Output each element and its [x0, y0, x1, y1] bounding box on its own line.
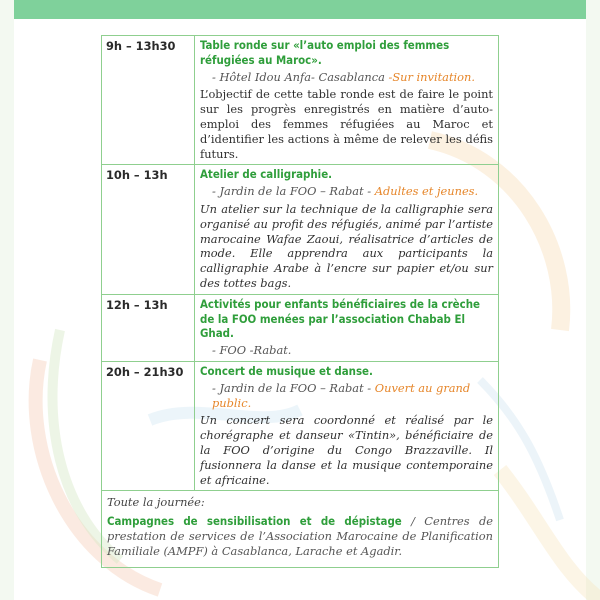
event-details [195, 36, 499, 165]
event-location: - FOO -Rabat. [212, 343, 292, 358]
event-audience-note: Ouvert au grand public. [212, 380, 471, 410]
all-day-cell [102, 491, 499, 567]
table-row [102, 361, 499, 490]
all-day-description: / Centres de prestation de services de l’Association Marocaine de Planification Familiale (AMPF) à Casablanca, Larache et Agadir. [107, 514, 493, 558]
event-location: - Jardin de la FOO – Rabat - [212, 380, 375, 395]
event-title: Concert de musique et danse. [200, 363, 373, 378]
all-day-text [107, 514, 493, 558]
event-details [195, 361, 499, 490]
event-audience-note: Adultes et jeunes. [374, 184, 479, 199]
header-color-band [14, 0, 586, 19]
event-details [195, 165, 499, 294]
event-location: - Jardin de la FOO – Rabat - [212, 184, 375, 199]
table-row [102, 165, 499, 294]
program-table [101, 35, 499, 568]
right-margin-strip [586, 0, 600, 600]
event-location-line [200, 343, 493, 358]
table-row [102, 36, 499, 165]
table-row [102, 294, 499, 361]
event-location: - Hôtel Idou Anfa- Casablanca [212, 69, 389, 84]
event-details [195, 294, 499, 361]
event-description: Un concert sera coordonné et réalisé par le chorégraphe et danseur «Tintin», bénéficiaire de la FOO d’origine du Congo Brazzaville. Il fusionnera la danse et la musique contemporaine et africaine. [200, 413, 493, 487]
left-margin-strip [0, 0, 14, 600]
table-row [102, 491, 499, 567]
event-location-line [200, 184, 493, 199]
event-title: Table ronde sur «l’auto emploi des femmes réfugiées au Maroc». [200, 38, 450, 67]
event-time: 20h – 21h30 [102, 361, 195, 490]
event-time: 9h – 13h30 [102, 36, 195, 165]
all-day-highlight: Campagnes de sensibilisation et de dépistage [107, 514, 402, 529]
event-audience-note: -Sur invitation. [388, 69, 475, 84]
event-title: Atelier de calligraphie. [200, 167, 333, 182]
all-day-label: Toute la journée: [107, 495, 205, 510]
event-location-line [200, 70, 493, 85]
event-title: Activités pour enfants bénéficiaires de la crèche de la FOO menées par l’association Chabab El Ghad. [200, 296, 480, 341]
event-location-line [200, 381, 493, 411]
event-description: L’objectif de cette table ronde est de faire le point sur les progrès enregistrés en matière d’auto-emploi des femmes réfugiées au Maroc et d’identifier les actions à même de relever les défis futurs. [200, 87, 493, 161]
event-time: 10h – 13h [102, 165, 195, 294]
event-time: 12h – 13h [102, 294, 195, 361]
event-description: Un atelier sur la technique de la calligraphie sera organisé au profit des réfugiés, animé par l’artiste marocaine Wafae Zaoui, réalisatrice d’articles de mode. Elle apprendra aux participants la calligraphie Arabe à l’encre sur papier et/ou sur des tottes bags. [200, 201, 493, 290]
